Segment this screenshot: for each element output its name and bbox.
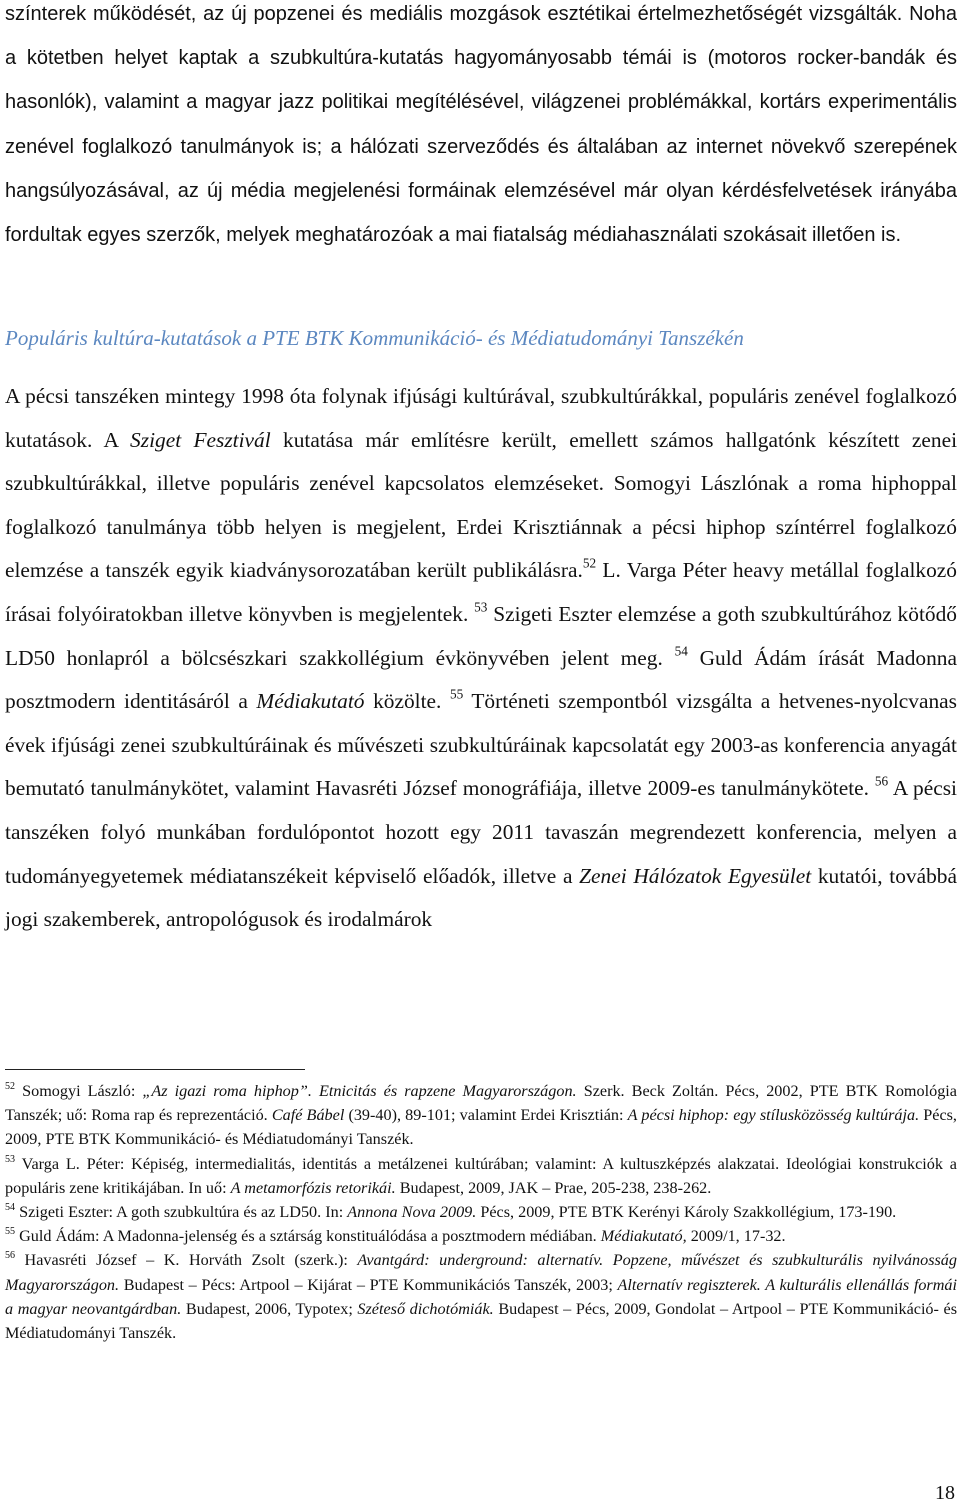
body-emphasis: Médiakutató <box>256 689 365 714</box>
footnote-text: Budapest – Pécs: Artpool – Kijárat – PTE Kommunikációs Tanszék, 2003; <box>119 1275 618 1294</box>
footnote-number: 54 <box>5 1202 16 1213</box>
footnotes <box>5 1079 957 1345</box>
footnote-emphasis: Annona Nova 2009. <box>347 1203 477 1222</box>
body-text: kutatói, továbbá jogi szakemberek, antropológusok és irodalmárok <box>5 863 957 932</box>
footnote-emphasis: Médiakutató, <box>600 1227 687 1246</box>
footnote-text: Budapest – Pécs, 2009, Gondolat – Artpool – PTE Kommunikáció- és Médiatudományi Tanszék. <box>5 1299 957 1343</box>
footnote-emphasis: Avantgárd: underground: alternatív. Popzene, művészet és szubkulturális nyilvánosság Magyarországon. <box>5 1251 957 1294</box>
body-emphasis: Zenei Hálózatok Egyesület <box>579 863 812 888</box>
footnote-54 <box>5 1200 957 1224</box>
footnote-number: 56 <box>5 1250 16 1262</box>
page-number: 18 <box>935 1482 955 1504</box>
footnote-text: Pécs, 2009, PTE BTK Kerényi Károly Szakkollégium, 173-190. <box>476 1203 897 1222</box>
footnote-separator <box>5 1069 305 1070</box>
footnote-text: Szigeti Eszter: A goth szubkultúra és az LD50. In: <box>15 1203 348 1222</box>
body-text: A pécsi tanszéken folyó munkában fordulópontot hozott egy 2011 tavaszán megrendezett konferencia, melyen a tudományegyetemek médiatanszékeit képviselő előadók, illetve a <box>5 776 957 888</box>
footnote-emphasis: A pécsi hiphop: egy stílusközösség kultúrája. <box>627 1106 920 1125</box>
footnote-ref-55[interactable]: 55 <box>449 686 464 702</box>
footnote-ref-52[interactable]: 52 <box>582 556 597 572</box>
footnote-text: (39-40), 89-101; valamint Erdei Krisztián: <box>344 1106 628 1125</box>
body-text: Történeti szempontból vizsgálta a hetvenes-nyolcvanas évek ifjúsági zenei szubkultúráinak és művészeti szubkultúráinak kapcsolatát egy 2003-as konferencia anyagát bemutató tanulmánykötet, valamint Havasréti József monográfiája, illetve 2009-es tanulmánykötete. <box>5 689 958 801</box>
footnote-52 <box>5 1079 957 1152</box>
body-text: Guld Ádám írását Madonna posztmodern identitásáról a <box>5 645 957 714</box>
footnote-56 <box>5 1248 957 1345</box>
section-heading: Populáris kultúra-kutatások a PTE BTK Kommunikáció- és Médiatudományi Tanszékén <box>5 326 744 350</box>
footnote-text: Pécs, 2009, PTE BTK Kommunikáció- és Médiatudományi Tanszék. <box>5 1106 957 1149</box>
body-text: L. Varga Péter heavy metállal foglalkozó írásai folyóiratokban illetve könyvben is megjelentek. <box>5 558 957 626</box>
footnote-emphasis: Széteső dichotómiák. <box>357 1299 494 1318</box>
body-text: közölte. <box>364 689 442 714</box>
footnote-number: 55 <box>5 1226 16 1238</box>
section-body-paragraph <box>5 375 957 942</box>
footnote-emphasis: Alternatív regiszterek. A kulturális ellenállás formái a magyar neovantgárdban. <box>5 1275 957 1318</box>
footnote-text: Budapest, 2006, Typotex; <box>181 1299 358 1318</box>
footnote-text: Havasréti József – K. Horváth Zsolt (szerk.): <box>15 1251 358 1270</box>
footnote-ref-53[interactable]: 53 <box>474 599 488 615</box>
footnote-text: Szerk. Beck Zoltán. Pécs, 2002, PTE BTK Romológia Tanszék; uő: Roma rap és reprezentáció. <box>5 1082 957 1125</box>
footnote-text: 2009/1, 17-32. <box>686 1227 786 1246</box>
body-text: kutatása már említésre került, emellett számos hallgatónk készített zenei szubkultúrákkal, illetve populáris zenével kapcsolatos elemzéseket. Somogyi Lászlónak a roma hiphoppal foglalkozó tanulmánya több helyen is megjelent, Erdei Krisztiánnak a pécsi hiphop színtérrel foglalkozó elemzése a tanszék egyik kiadványsorozatában került publikálásra. <box>5 427 958 583</box>
intro-text: színterek működését, az új popzenei és mediális mozgások esztétikai értelmezhetőségét vizsgálták. Noha a kötetben helyet kaptak a szubkultúra-kutatás hagyományosabb témái is (motoros rocker-bandák és hasonlók), valamint a magyar jazz politikai megítélésével, világzenei problémákkal, kortárs experimentális zenével foglalkozó tanulmányok is; a hálózati szerveződés és általában az internet növekvő szerepének hangsúlyozásával, az új média megjelenési formáinak elemzésével már olyan kérdésfelvetések irányába fordultak egyes szerzők, melyek meghatározóak a mai fiatalság médiahasználati szokásait illetően is. <box>5 3 957 247</box>
body-text: A pécsi tanszéken mintegy 1998 óta folynak ifjúsági kultúrával, szubkultúrákkal, populáris zenével foglalkozó kutatások. A <box>5 384 957 452</box>
footnote-text: Somogyi László: <box>15 1082 143 1100</box>
footnote-text: Budapest, 2009, JAK – Prae, 205-238, 238-262. <box>395 1178 712 1197</box>
footnote-text: Varga L. Péter: Képiség, intermedialitás, identitás a metálzenei kultúrában; valamint: A kultuszképzés alakzatai. Ideológiai konstrukciók a populáris zene kritikájában. In uő: <box>5 1154 957 1197</box>
footnote-53 <box>5 1152 957 1200</box>
footnote-ref-54[interactable]: 54 <box>674 643 688 659</box>
footnote-text: Guld Ádám: A Madonna-jelenség és a sztárság konstituálódása a posztmodern médiában. <box>15 1227 601 1246</box>
footnote-emphasis: „Az igazi roma hiphop”. Etnicitás és rapzene Magyarországon. <box>142 1082 577 1100</box>
footnote-ref-56[interactable]: 56 <box>874 774 889 790</box>
footnote-number: 52 <box>5 1080 16 1092</box>
body-text: Szigeti Eszter elemzése a goth szubkultúrához kötődő LD50 honlapról a bölcsészkari szakkollégium évkönyvében jelent meg. <box>5 601 957 670</box>
footnote-emphasis: A metamorfózis retorikái. <box>230 1178 396 1197</box>
footnote-emphasis: Café Bábel <box>271 1106 345 1125</box>
intro-paragraph <box>5 0 957 257</box>
body-emphasis: Sziget Fesztivál <box>130 427 271 452</box>
footnote-55 <box>5 1224 957 1248</box>
footnote-number: 53 <box>5 1153 16 1165</box>
